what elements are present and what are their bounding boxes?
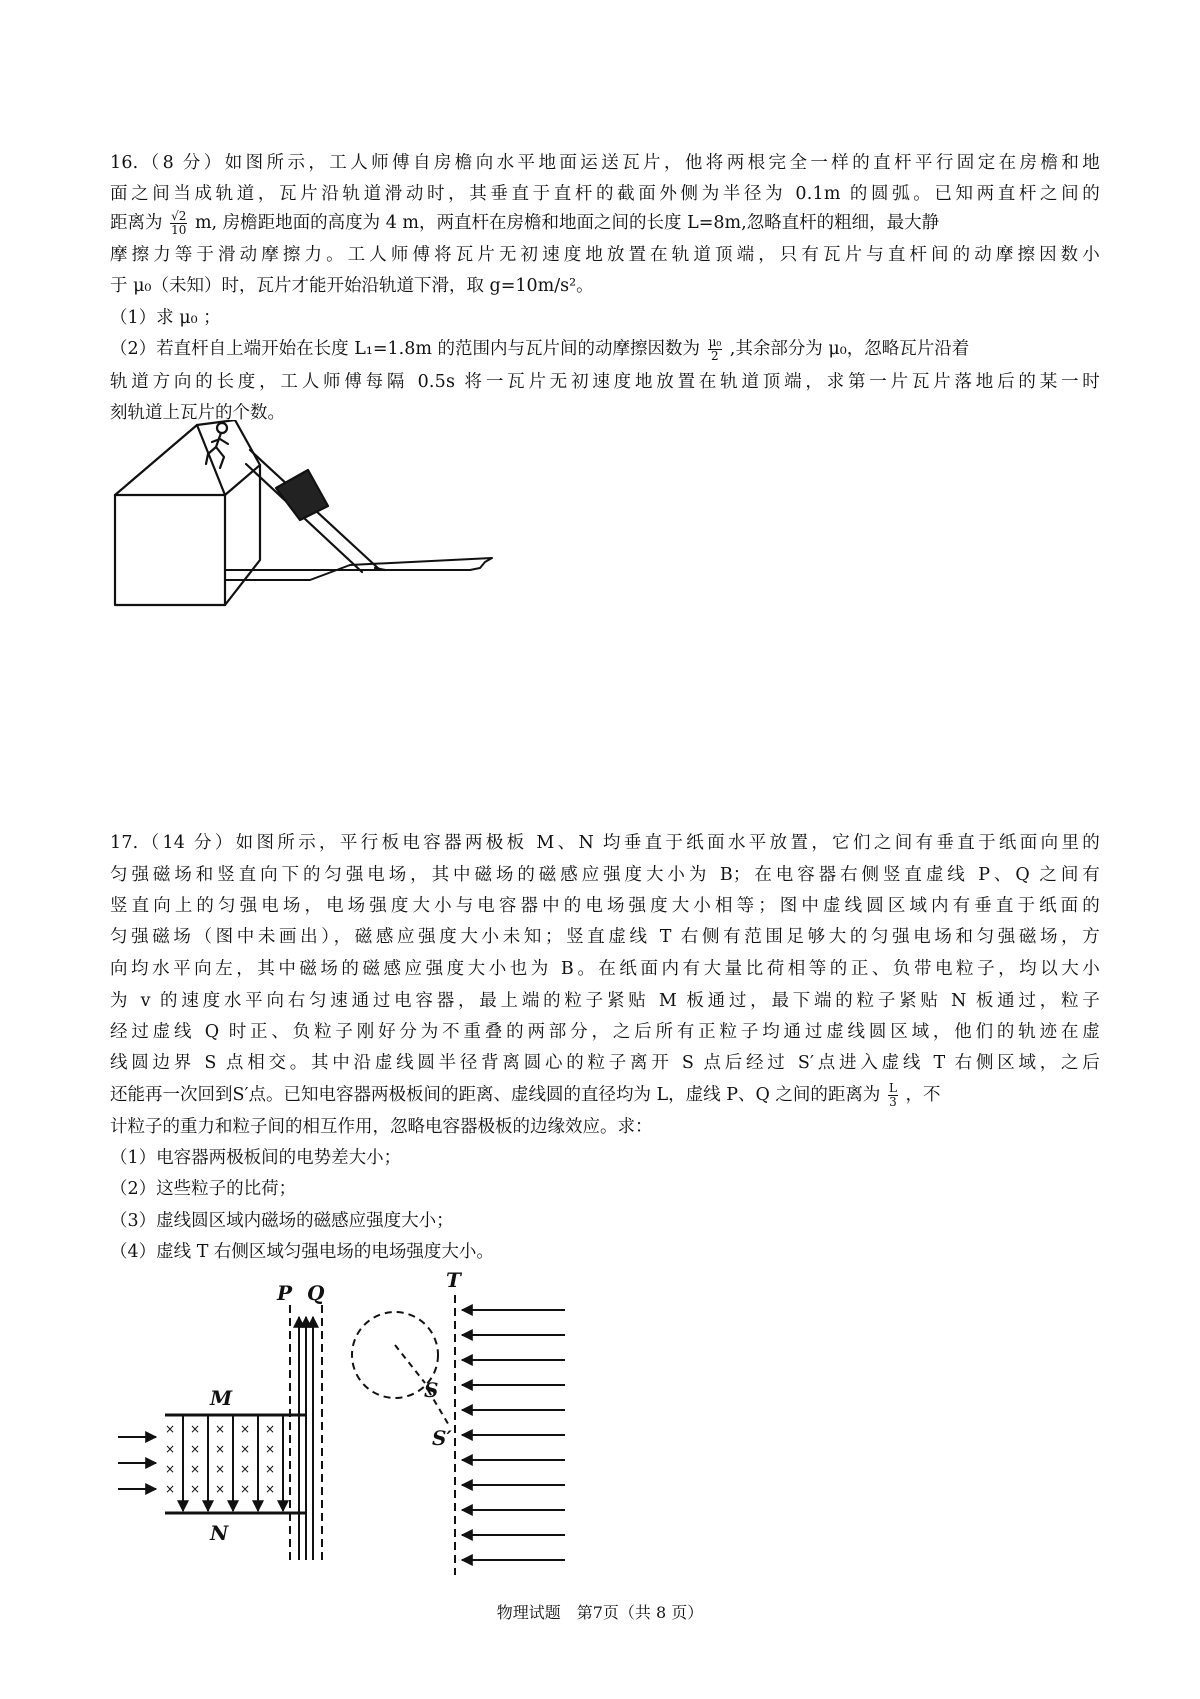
q17-line-9 [110,1080,1100,1111]
q16-line-7-start: （2）若直杆自上端开始在长度 L₁=1.8m 的范围内与瓦片间的动摩擦因数为 [110,339,700,359]
svg-text:×: × [189,1482,201,1496]
q17-line-9-start: 还能再一次回到S′点。已知电容器两极板间的距离、虚线圆的直径均为 L，虚线 P、Q 之间的距离为 [110,1085,881,1105]
q17-line-8: 线圆边界 S 点相交。其中沿虚线圆半径背离圆心的粒子离开 S 点后经过 S′点进入虚线 T 右侧区域，之后 [110,1053,1100,1073]
q16-fraction-denominator: 10 [171,223,187,237]
q17-line-12: （2）这些粒子的比荷； [110,1179,297,1199]
q16-line-8: 轨道方向的长度，工人师傅每隔 0.5s 将一瓦片无初速度地放置在轨道顶端，求第一片瓦片落地后的某一时 [110,372,1100,392]
q17-line-1: 17.（14 分）如图所示，平行板电容器两极板 M、N 均垂直于纸面水平放置，它们之间有垂直于纸面向里的 [110,833,1100,853]
svg-text:×: × [164,1462,176,1476]
svg-text:×: × [264,1482,276,1496]
q17-line-2: 匀强磁场和竖直向下的匀强电场，其中磁场的磁感应强度大小为 B；在电容器右侧竖直虚线 P、Q 之间有 [110,865,1100,885]
line-label-t: T [446,1268,461,1292]
svg-text:×: × [164,1442,176,1456]
q16-mu-denominator: 2 [711,349,719,363]
q17-line-13: （3）虚线圆区域内磁场的磁感应强度大小； [110,1211,454,1231]
q17-fraction-numerator: L [888,1081,897,1095]
svg-text:×: × [239,1422,251,1436]
svg-text:×: × [189,1462,201,1476]
q16-line-5: 于 μ₀（未知）时，瓦片才能开始沿轨道下滑，取 g=10m/s²。 [110,276,594,296]
svg-text:×: × [214,1482,226,1496]
q16-distance-fraction [170,210,187,237]
svg-text:×: × [214,1422,226,1436]
q16-fraction-numerator: √2 [171,209,187,223]
plate-label-m: M [210,1386,233,1410]
q17-line-14: （4）虚线 T 右侧区域匀强电场的电场强度大小。 [110,1242,494,1262]
svg-text:×: × [189,1422,201,1436]
q16-line-4: 摩擦力等于滑动摩擦力。工人师傅将瓦片无初速度地放置在轨道顶端，只有瓦片与直杆间的动摩擦因数小 [110,245,1100,265]
line-label-p: P [277,1281,293,1305]
svg-text:×: × [189,1442,201,1456]
q16-line-9: 刻轨道上瓦片的个数。 [110,403,285,423]
q16-mu-fraction [708,336,723,363]
q16-line-6: （1）求 μ₀ ； [110,308,221,328]
point-label-s-prime: S′ [432,1426,452,1450]
q16-figure [100,420,500,615]
line-label-q: Q [307,1281,325,1305]
q16-line-2: 面之间当成轨道，瓦片沿轨道滑动时，其垂直于直杆的截面外侧为半径为 0.1m 的圆弧。已知两直杆之间的 [110,184,1100,204]
q17-line-7: 经过虚线 Q 时正、负粒子刚好分为不重叠的两部分，之后所有正粒子均通过虚线圆区域，他们的轨迹在虚 [110,1022,1100,1042]
svg-text:×: × [264,1442,276,1456]
q17-figure [110,1265,640,1585]
q17-line-5: 向均水平向左，其中磁场的磁感应强度大小也为 B。在纸面内有大量比荷相等的正、负带电粒子，均以大小 [110,959,1100,979]
q17-fraction-denominator: 3 [889,1095,897,1109]
q17-line-9-end: ，不 [905,1085,941,1105]
svg-text:×: × [214,1442,226,1456]
q17-line-3: 竖直向上的匀强电场，电场强度大小与电容器中的电场强度大小相等；图中虚线圆区域内有垂直于纸面的 [110,896,1100,916]
q17-line-4: 匀强磁场（图中未画出），磁感应强度大小未知；竖直虚线 T 右侧有范围足够大的匀强电场和匀强磁场，方 [110,927,1100,947]
svg-text:×: × [164,1482,176,1496]
svg-text:×: × [239,1482,251,1496]
q16-line-3-start: 距离为 [110,213,163,233]
plate-label-n: N [210,1521,229,1545]
svg-text:×: × [239,1462,251,1476]
svg-text:×: × [264,1462,276,1476]
page-footer: 物理试题 第7页（共 8 页） [496,1603,704,1622]
q17-line-11: （1）电容器两极板间的电势差大小； [110,1148,402,1168]
svg-text:×: × [214,1462,226,1476]
q16-line-7-end: ,其余部分为 μ₀，忽略瓦片沿着 [729,339,970,359]
q16-line-7 [110,334,1100,365]
q17-line-6: 为 v 的速度水平向右匀速通过电容器，最上端的粒子紧贴 M 板通过，最下端的粒子紧贴 N 板通过，粒子 [110,991,1100,1011]
svg-text:×: × [239,1442,251,1456]
svg-text:×: × [164,1422,176,1436]
q16-mu-numerator: μ₀ [708,335,722,349]
q16-line-3 [110,208,1100,239]
q17-line-10: 计粒子的重力和粒子间的相互作用，忽略电容器极板的边缘效应。求： [110,1117,653,1137]
svg-text:×: × [264,1422,276,1436]
q16-line-3-end: m, 房檐距地面的高度为 4 m，两直杆在房檐和地面之间的长度 L=8m,忽略直杆的粗细，最大静 [194,213,940,233]
q17-pq-distance-fraction [888,1082,898,1109]
point-label-s: S [424,1378,439,1402]
q16-line-1: 16.（8 分）如图所示，工人师傅自房檐向水平地面运送瓦片，他将两根完全一样的直杆平行固定在房檐和地 [110,153,1100,173]
